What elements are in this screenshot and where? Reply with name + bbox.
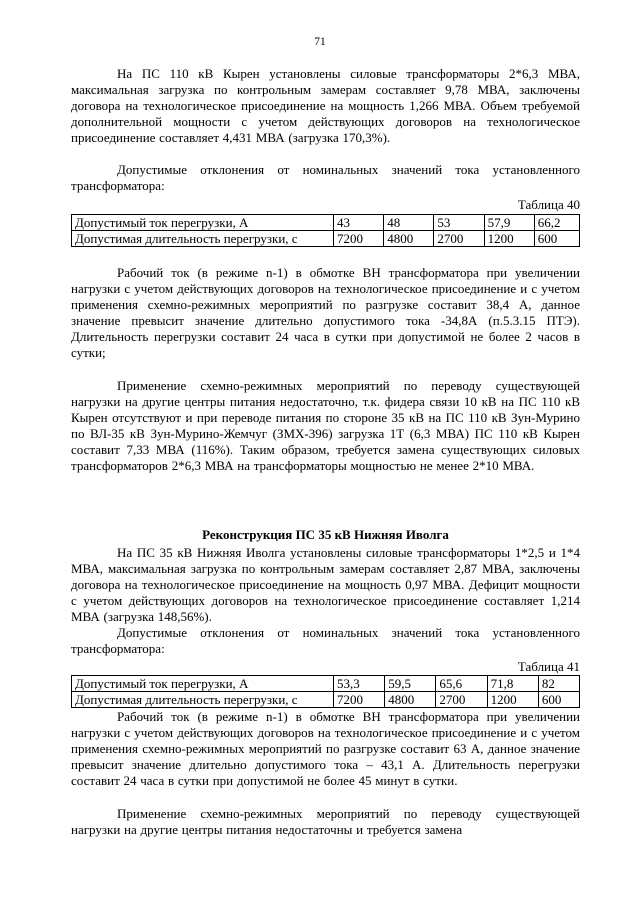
table-cell: 43	[334, 215, 384, 231]
table-cell: 48	[384, 215, 434, 231]
table-row	[72, 676, 580, 692]
paragraph-kyren-intro: На ПС 110 кВ Кырен установлены силовые трансформаторы 2*6,3 МВА, максимальная загрузка по контрольным замерам составляет 9,78 МВА, заключены договора на технологическое присоединение на мощность 1,266 МВА. Объем требуемой дополнительной мощности с учетом действующих договоров на технологическое присоединение составляет 4,431 МВА (загрузка 170,3%).	[71, 66, 580, 145]
paragraph-working-current-2: Рабочий ток (в режиме n-1) в обмотке ВН трансформатора при увеличении нагрузки с учетом действующих договоров на технологическое присоединение и с учетом применения схемно-режимных мероприятий по разгрузке составит 63 А, данное значение превысит значение длительно допустимого тока – 43,1 А. Длительность перегрузки составит 24 часа в сутки при допустимой не более 45 минут в сутки.	[71, 709, 580, 788]
table-40	[71, 214, 580, 247]
paragraph-ivolga-intro: На ПС 35 кВ Нижняя Иволга установлены силовые трансформаторы 1*2,5 и 1*4 МВА, максимальная загрузка по контрольным замерам составляет 2,87 МВА, заключены договора на технологическое присоединение на мощность 0,97 МВА. Дефицит мощности с учетом действующих договоров на технологическое присоединение составляет 1,214 МВА (загрузка 148,56%).	[71, 545, 580, 624]
table-cell: 57,9	[484, 215, 534, 231]
table-cell: 53,3	[334, 676, 385, 692]
paragraph-deviations-40: Допустимые отклонения от номинальных значений тока установленного трансформатора:	[71, 162, 580, 193]
table-cell: 2700	[434, 231, 484, 247]
paragraph-measures-1: Применение схемно-режимных мероприятий по переводу существующей нагрузки на другие центры питания недостаточно, т.к. фидера связи 10 кВ на ПС 110 кВ Кырен отсутствуют и при переводе питания по стороне 35 кВ на ПС 110 кВ Зун-Мурино по ВЛ-35 кВ Зун-Мурино-Жемчуг (ЗМХ-396) загрузка 1Т (6,3 МВА) ПС 110 кВ Кырен составит 7,33 МВА (116%). Таким образом, требуется замена существующих силовых трансформаторов 2*6,3 МВА на трансформаторы мощностью не менее 2*10 МВА.	[71, 378, 580, 473]
table-cell: 4800	[384, 231, 434, 247]
table-row	[72, 215, 580, 231]
table-cell: 53	[434, 215, 484, 231]
table-cell: 7200	[334, 231, 384, 247]
table-cell: Допустимый ток перегрузки, А	[72, 215, 334, 231]
table-cell: 1200	[487, 692, 538, 708]
table-cell: 82	[538, 676, 579, 692]
paragraph-deviations-41: Допустимые отклонения от номинальных значений тока установленного трансформатора:	[71, 625, 580, 656]
paragraph-working-current-1: Рабочий ток (в режиме n-1) в обмотке ВН трансформатора при увеличении нагрузки с учетом действующих договоров на технологическое присоединение и с учетом применения схемно-режимных мероприятий по разгрузке составит 38,4 А, данное значение превысит значение длительно допустимого тока -34,8А (п.5.3.15 ПТЭ). Длительность перегрузки составит 24 часа в сутки при допустимой не более 2 часов в сутки;	[71, 265, 580, 360]
table-cell: Допустимый ток перегрузки, А	[72, 676, 334, 692]
table-cell: Допустимая длительность перегрузки, с	[72, 692, 334, 708]
paragraph-measures-2: Применение схемно-режимных мероприятий по переводу существующей нагрузки на другие центры питания недостаточны и требуется замена	[71, 806, 580, 837]
table-cell: Допустимая длительность перегрузки, с	[72, 231, 334, 247]
table-row	[72, 692, 580, 708]
table-cell: 2700	[436, 692, 487, 708]
page-number: 71	[314, 36, 326, 48]
table-cell: 7200	[334, 692, 385, 708]
table-cell: 1200	[484, 231, 534, 247]
table-cell: 600	[538, 692, 579, 708]
table-41	[71, 675, 580, 708]
table-cell: 65,6	[436, 676, 487, 692]
section-heading: Реконструкция ПС 35 кВ Нижняя Иволга	[202, 527, 449, 542]
table-row	[72, 231, 580, 247]
table-40-caption: Таблица 40	[517, 197, 580, 212]
table-cell: 66,2	[534, 215, 579, 231]
table-cell: 4800	[385, 692, 436, 708]
table-cell: 59,5	[385, 676, 436, 692]
table-41-caption: Таблица 41	[517, 659, 580, 674]
table-cell: 71,8	[487, 676, 538, 692]
table-cell: 600	[534, 231, 579, 247]
